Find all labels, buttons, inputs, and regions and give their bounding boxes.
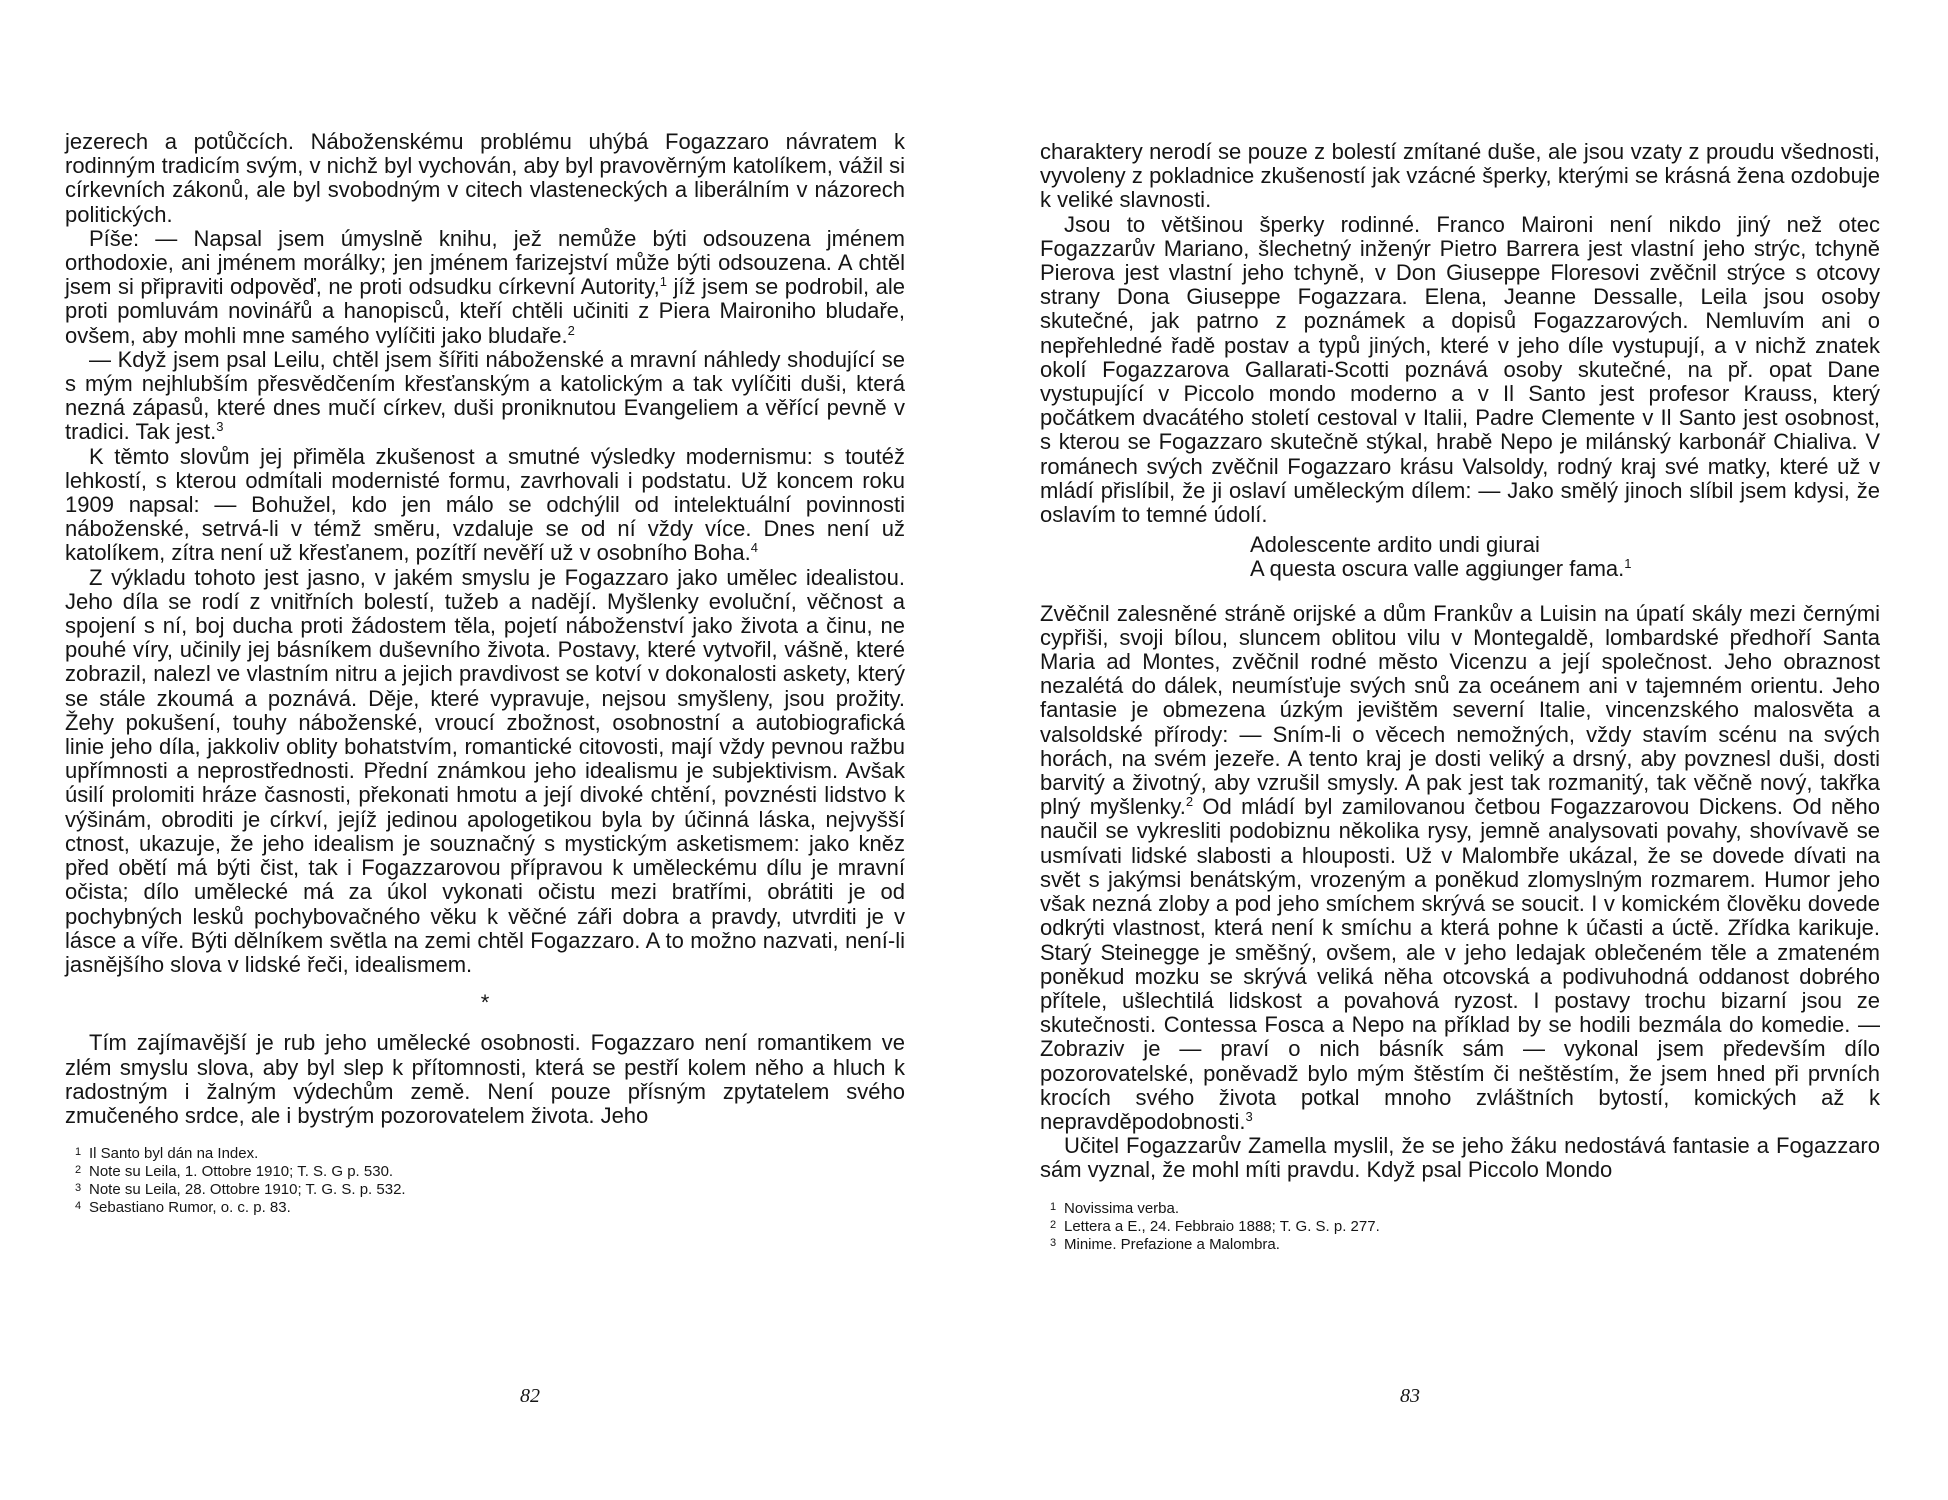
footnote-reference: 1 bbox=[659, 274, 667, 290]
right-page bbox=[1040, 0, 1880, 1500]
paragraph: Z výkladu tohoto jest jasno, v jakém smyslu je Fogazzaro jako umělec idealistou. Jeho díla se rodí z vnitřních bolestí, tužeb a nadějí. Myšlenky evoluční, věčnost a spojení s ní, boj ducha proti žádostem těla, pojetí náboženství jako života a činu, ne pouhé víry, učinily jej básníkem duševního života. Postavy, které vytvořil, vášně, které zobrazil, nalezl ve vlastním nitru a jejich pravdivost se kotví v dokonalosti askety, který se stále zkoumá a poznává. Děje, které vypravuje, nejsou smyšleny, jsou prožity. Žehy pokušení, touhy náboženské, vroucí zbožnost, osobnostní a autobiografická linie jeho díla, jakkoliv oblity bohatstvím, romantické citovosti, mají vždy pevnou ražbu upřímnosti a neprostřednosti. Přední známkou jeho idealismu je subjektivism. Avšak úsilí prolomiti hráze časnosti, překonati hmotu a její divoké chtění, povznésti lidstvo k výšinám, obroditi je církví, jejíž jedinou apologetikou byla by účinná láska, nejvyšší ctnost, ukazuje, že jeho idealism je souznačný s mystickým asketismem: jako kněz před obětí má býti čist, tak i Fogazzarovou přípravou k uměleckému dílu je mravní očista; dílo umělecké má za úkol vykonati očistu mezi bratřími, obrátiti je od pochybných lesků pochybovačného věku k věčné záři dobra a pravdy, utvrditi je v lásce a víře. Býti dělníkem světla na zemi chtěl Fogazzaro. A to možno nazvati, není-li jasnějšího slova v lidské řeči, idealismem. bbox=[65, 564, 905, 977]
paragraph: jezerech a potůčcích. Náboženskému problému uhýbá Fogazzaro návratem k rodinným tradicím svým, v nichž byl vychován, aby byl pravověrným katolíkem, vážil si církevních zákonů, ale byl svobodným v citech vlasteneckých a liberálním v názorech politických. bbox=[65, 129, 905, 227]
footnotes bbox=[65, 1144, 905, 1216]
page-number: 82 bbox=[520, 1385, 540, 1407]
footnote: 2 Note su Leila, 1. Ottobre 1910; T. S. G p. 530. bbox=[75, 1163, 394, 1181]
section-separator: * bbox=[480, 990, 490, 1016]
footnote: 3 Note su Leila, 28. Ottobre 1910; T. G. S. p. 532. bbox=[75, 1181, 406, 1199]
verse-quote bbox=[1250, 533, 1880, 581]
footnote: 1 Il Santo byl dán na Index. bbox=[75, 1145, 259, 1163]
paragraph: Píše: — Napsal jsem úmyslně knihu, jež nemůže býti odsouzena jménem orthodoxie, ani jménem morálky; jen jménem farizejství může býti odsouzena. A chtěl jsem si připraviti odpověď, ne proti odsudku církevní Autority,$^1$ jíž jsem se podrobil, ale proti pomluvám novinářů a hanopisců, kteří chtěli učiniti z Piera Maironiho bludaře, ovšem, aby mohli mne samého vylíčiti jako bludaře.$^2$ bbox=[65, 225, 906, 348]
paragraph: Jsou to většinou šperky rodinné. Franco Maironi není nikdo jiný než otec Fogazzarův Mariano, šlechetný inženýr Pietro Barrera jest vlastní jeho strýc, tchyně Pierova jest vlastní jeho tchyně, v Don Giuseppe Floresovi zvěčnil strýce s otcovy strany Dona Giuseppe Fogazzara. Elena, Jeanne Dessalle, Leila jsou osoby skutečné, jak patrno z poznámek a dopisů Fogazzarových. Nemluvím ani o nepřehledné řadě postav a typů jiných, které v jeho díle vystupují, a v nichž znatek okolí Fogazzarova Gallarati-Scotti poznává osoby skutečné, na př. opat Dane vystupující v Piccolo mondo moderno a v Il Santo jest profesor Krauss, který počátkem dvacátého století cestoval v Italii, Padre Clemente v Il Santo jest osobnost, s kterou se Fogazzaro skutečně stýkal, hrabě Nepo je milánský karbonář Chialiva. V románech svých zvěčnil Fogazzaro krásu Valsoldy, rodný kraj své matky, které už v mládí přislíbil, že ji oslaví uměleckým dílem: — Jako smělý jinoch slíbil jsem kdysi, že oslavím to temné údolí. bbox=[1040, 211, 1880, 528]
footnote-reference: 2 bbox=[1185, 794, 1194, 810]
verse-line: A questa oscura valle aggiunger fama.$^1$ bbox=[1250, 556, 1632, 582]
paragraph: Zvěčnil zalesněné stráně orijské a dům Frankův a Luisin na úpatí skály mezi černými cypřiši, svoji bílou, sluncem oblitou vilu v Montegaldě, lombardské předhoří Santa Maria ad Montes, zvěčnil rodné město Vicenzu a její společnost. Jeho obraznost nezalétá do dálek, neumísťuje svých snů za oceánem ani v tajemném orientu. Jeho fantasie je obmezena úzkým jevištěm severní Italie, vincenzského malosvěta a valsoldské přírody: — Sním-li o věcech nemožných, vždy stavím scénu na svých horách, na svém jezeře. A tento kraj je dosti veliký a drsný, aby povznesl duši, dosti barvitý a životný, aby vzrušil smysly. A pak jest tak rozmanitý, tak věčně nový, takřka plný myšlenky.$^2$ Od mládí byl zamilovanou četbou Fogazzarovou Dickens. Od něho naučil se vykresliti podobiznu několika rysy, jemně analysovati povahy, shovívavě se usmívati lidské slabosti a hlouposti. Už v Malombře ukázal, že se dovede dívati na svět s jakýmsi benátským, vrozeným a poněkud zlomyslným rozmarem. Humor jeho však nezná zloby a pod jeho smíchem skrývá se soucit. I v komickém člověku dovede odkrýti vlastnost, která není k smíchu a která pohne k účasti a úctě. Zřídka karikuje. Starý Steinegge je směšný, ovšem, ale v jeho ledajak oblečeném těle a zmateném poněkud mozku se skrývá veliká něha otcovská a podivuhodná oddanost dobrého přítele, ušlechtilá lidskost a povahová ryzost. I postavy trochu bizarní jsou ze skutečnosti. Contessa Fosca a Nepo na příklad by se hodili bezmála do komedie. — Zobraziv je — praví o nich básník sám — vykonal jsem především dílo pozorovatelské, poněvadž bylo mým štěstím či neštěstím, že jsem hned při prvních krocích svého života potkal mnoho zvláštních bytostí, komických až k nepravděpodobnosti.$^3$ bbox=[1040, 600, 1880, 1134]
page-number: 83 bbox=[1400, 1385, 1420, 1407]
paragraph: — Když jsem psal Leilu, chtěl jsem šířiti náboženské a mravní náhledy shodující se s mým nejhlubším přesvědčením křesťanským a katolickým a tak vylíčiti duši, která nezná zápasů, které dnes mučí církev, duši proniknutou Evangeliem a věřící pevně v tradici. Tak jest.$^3$ bbox=[65, 346, 905, 445]
paragraph: Tím zajímavější je rub jeho umělecké osobnosti. Fogazzaro není romantikem ve zlém smyslu slova, aby byl slep k přítomnosti, která se pestří kolem něho a hluch k radostným i žalným výdechům země. Není pouze přísným zpytatelem svého zmučeného srdce, ale i bystrým pozorovatelem života. Jeho bbox=[65, 1030, 905, 1128]
footnote: 2 Lettera a E., 24. Febbraio 1888; T. G. S. p. 277. bbox=[1050, 1217, 1380, 1235]
footnote: 4 Sebastiano Rumor, o. c. p. 83. bbox=[75, 1199, 291, 1217]
footnote-reference: 3 bbox=[1245, 1108, 1253, 1124]
left-page-body bbox=[65, 130, 905, 1216]
left-page bbox=[65, 0, 905, 1500]
footnote: 1 Novissima verba. bbox=[1050, 1199, 1180, 1217]
footnote-reference: 1 bbox=[1624, 556, 1632, 572]
right-page-body bbox=[1040, 140, 1880, 1253]
paragraph: Učitel Fogazzarův Zamella myslil, že se jeho žáku nedostává fantasie a Fogazzaro sám vyznal, že mohl míti pravdu. Když psal Piccolo Mondo bbox=[1040, 1133, 1880, 1183]
paragraph: K těmto slovům jej přiměla zkušenost a smutné výsledky modernismu: s toutéž lehkostí, s kterou odmítali modernisté formu, zavrhovali i podstatu. Už koncem roku 1909 napsal: — Bohužel, kdo jen málo se odchýlil od intelektuální povinnosti náboženské, setrvá-li v témž směru, vzdaluje se od ní vždy více. Dnes není už katolíkem, zítra není už křesťanem, pozítří nevěří už v osobního Boha.$^4$ bbox=[65, 443, 905, 566]
footnote-reference: 3 bbox=[216, 419, 224, 435]
footnotes bbox=[1040, 1199, 1880, 1253]
paragraph: charaktery nerodí se pouze z bolestí zmítané duše, ale jsou vzaty z proudu všednosti, vyvoleny z pokladnice zkušeností jak vzácné šperky, kterými se krásná žena ozdobuje k veliké slavnosti. bbox=[1040, 139, 1880, 213]
footnote-reference: 4 bbox=[750, 540, 758, 556]
footnote-reference: 2 bbox=[567, 322, 575, 338]
footnote: 3 Minime. Prefazione a Malombra. bbox=[1050, 1235, 1280, 1253]
verse-line: Adolescente ardito undi giurai bbox=[1250, 532, 1540, 558]
